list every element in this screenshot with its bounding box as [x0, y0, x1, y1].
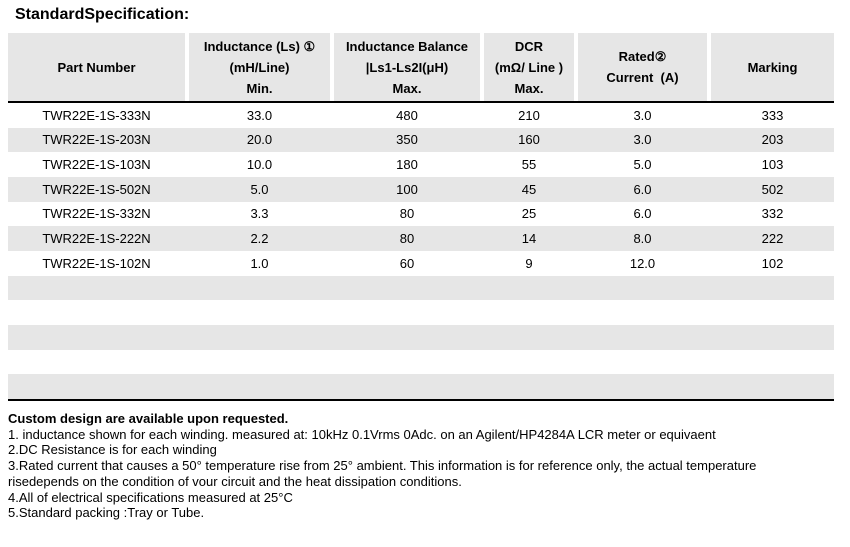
note-line: risedepends on the condition of vour circuit and the heat dissipation conditions.	[8, 473, 462, 489]
cell-dcr: 9	[525, 255, 533, 271]
cell-part-number: TWR22E-1S-103N	[42, 157, 151, 173]
cell-dcr: 160	[518, 132, 540, 148]
table-row	[8, 152, 834, 177]
table-row	[8, 226, 834, 251]
note-line: 3.Rated current that causes a 50° temperature rise from 25° ambient. This information is for reference only, the actual temperature	[8, 458, 757, 474]
column-header-marking	[711, 33, 834, 101]
cell-inductance: 3.3	[250, 206, 269, 222]
cell-rated-current: 3.0	[633, 107, 652, 123]
cell-dcr: 14	[521, 231, 537, 247]
header-line: Inductance (Ls) ①	[203, 38, 316, 54]
cell-dcr: 55	[521, 157, 537, 173]
cell-marking: 203	[761, 132, 784, 148]
column-header-inductance-balance	[334, 33, 480, 101]
cell-rated-current: 5.0	[633, 157, 652, 173]
column-header-inductance	[189, 33, 330, 101]
cell-inductance: 33.0	[246, 107, 273, 123]
empty-table-row	[8, 374, 834, 399]
cell-dcr: 45	[521, 181, 537, 197]
header-line: Max.	[514, 80, 544, 96]
cell-part-number: TWR22E-1S-203N	[42, 132, 151, 148]
cell-part-number: TWR22E-1S-102N	[42, 255, 151, 271]
header-line: Rated②	[618, 49, 667, 64]
cell-marking: 103	[761, 157, 784, 173]
empty-table-row	[8, 325, 834, 350]
cell-inductance-balance: 100	[396, 181, 418, 197]
table-row	[8, 103, 834, 128]
cell-inductance: 10.0	[246, 157, 273, 173]
cell-part-number: TWR22E-1S-222N	[42, 231, 151, 247]
note-line: 4.All of electrical specifications measured at 25°C	[8, 489, 293, 505]
cell-inductance: 5.0	[250, 181, 269, 197]
header-line: Min.	[246, 80, 273, 96]
notes-section	[8, 411, 842, 521]
cell-part-number: TWR22E-1S-333N	[42, 107, 151, 123]
empty-table-row	[8, 300, 834, 325]
cell-dcr: 210	[518, 107, 540, 123]
table-body	[8, 103, 834, 401]
header-line: (mH/Line)	[229, 59, 290, 75]
cell-inductance-balance: 480	[396, 107, 418, 123]
table-row	[8, 128, 834, 153]
notes-heading: Custom design are available upon requested.	[8, 411, 289, 426]
header-line: Part Number	[57, 59, 136, 75]
table-header-row	[8, 33, 834, 103]
note-line: 2.DC Resistance is for each winding	[8, 442, 217, 458]
header-line: Max.	[392, 80, 422, 96]
cell-inductance-balance: 80	[399, 206, 415, 222]
header-line: (mΩ/ Line )	[494, 59, 564, 75]
cell-inductance-balance: 60	[399, 255, 415, 271]
cell-rated-current: 12.0	[629, 255, 656, 271]
empty-table-row	[8, 276, 834, 301]
cell-inductance: 2.2	[250, 231, 269, 247]
cell-inductance-balance: 180	[396, 157, 418, 173]
cell-marking: 222	[761, 231, 784, 247]
table-row	[8, 177, 834, 202]
cell-rated-current: 6.0	[633, 181, 652, 197]
cell-inductance: 20.0	[246, 132, 273, 148]
cell-marking: 102	[761, 255, 784, 271]
column-header-rated-current	[578, 33, 707, 101]
cell-part-number: TWR22E-1S-332N	[42, 206, 151, 222]
header-line: DCR	[514, 38, 544, 54]
empty-table-row	[8, 350, 834, 375]
cell-inductance: 1.0	[250, 255, 269, 271]
cell-dcr: 25	[521, 206, 537, 222]
column-header-part-number	[8, 33, 185, 101]
page-title: StandardSpecification:	[15, 6, 190, 23]
cell-rated-current: 6.0	[633, 206, 652, 222]
header-line: Inductance Balance	[345, 38, 469, 54]
note-lines	[8, 427, 842, 521]
cell-marking: 332	[761, 206, 784, 222]
header-line: Current (A)	[606, 70, 679, 85]
header-line: Marking	[747, 59, 798, 75]
column-header-dcr	[484, 33, 574, 101]
specification-table	[8, 33, 834, 401]
cell-rated-current: 3.0	[633, 132, 652, 148]
table-row	[8, 251, 834, 276]
cell-part-number: TWR22E-1S-502N	[42, 181, 151, 197]
cell-inductance-balance: 80	[399, 231, 415, 247]
cell-marking: 333	[761, 107, 784, 123]
note-line: 5.Standard packing :Tray or Tube.	[8, 505, 205, 521]
cell-inductance-balance: 350	[396, 132, 418, 148]
header-line: |Ls1-Ls2I(μH)	[365, 59, 449, 75]
cell-rated-current: 8.0	[633, 231, 652, 247]
note-line: 1. inductance shown for each winding. measured at: 10kHz 0.1Vrms 0Adc. on an Agilent/HP4284A LCR meter or equivaent	[8, 426, 716, 442]
table-row	[8, 202, 834, 227]
cell-marking: 502	[761, 181, 784, 197]
